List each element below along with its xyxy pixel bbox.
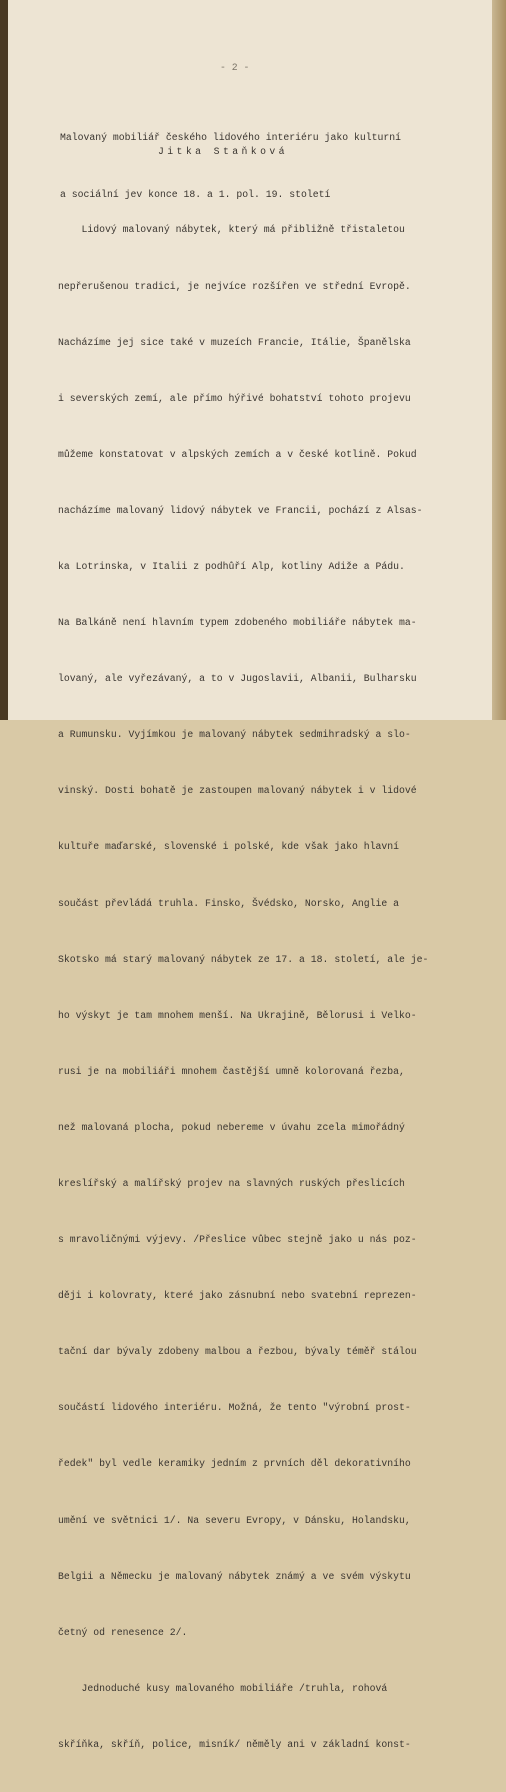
body-line: ději i kolovraty, které jako zásnubní nebo svatební reprezen- bbox=[58, 1290, 417, 1302]
title-line-2: a sociální jev konce 18. a 1. pol. 19. století bbox=[60, 188, 331, 200]
page-number: - 2 - bbox=[220, 62, 250, 73]
body-line: Nacházíme jej sice také v muzeích Francie, Itálie, Španělska bbox=[58, 336, 411, 348]
body-line: umění ve světnici 1/. Na severu Evropy, v Dánsku, Holandsku, bbox=[58, 1514, 411, 1526]
body-line: nepřerušenou tradici, je nejvíce rozšířen ve střední Evropě. bbox=[58, 280, 411, 292]
body-line: lovaný, ale vyřezávaný, a to v Jugoslavii, Albanii, Bulharsku bbox=[58, 673, 417, 685]
body-line: tační dar bývaly zdobeny malbou a řezbou, bývaly téměř stálou bbox=[58, 1346, 417, 1358]
body-line: Lidový malovaný nábytek, který má přibližně třistaletou bbox=[58, 224, 405, 236]
paper-sheet bbox=[8, 0, 492, 1750]
body-line: skříňka, skříň, police, misník/ něměly ani v základní konst- bbox=[58, 1738, 411, 1750]
body-line: součástí lidového interiéru. Možná, že tento "výrobní prost- bbox=[58, 1402, 411, 1414]
body-text bbox=[58, 184, 428, 1792]
title-line-1: Malovaný mobiliář českého lidového interiéru jako kulturní bbox=[60, 132, 401, 143]
body-line: vinský. Dosti bohatě je zastoupen malovaný nábytek i v lidové bbox=[58, 785, 417, 797]
body-line: Na Balkáně není hlavním typem zdobeného mobiliáře nábytek ma- bbox=[58, 617, 417, 629]
body-line: ho výskyt je tam mnohem menší. Na Ukrajině, Bělorusi i Velko- bbox=[58, 1009, 417, 1021]
body-line: můžeme konstatovat v alpských zemích a v české kotlině. Pokud bbox=[58, 448, 417, 460]
body-line: četný od renesence 2/. bbox=[58, 1626, 188, 1638]
body-line: kultuře maďarské, slovenské i polské, kde však jako hlavní bbox=[58, 841, 399, 853]
body-line: ředek" byl vedle keramiky jedním z prvních děl dekorativního bbox=[58, 1458, 411, 1470]
body-line: Belgii a Německu je malovaný nábytek známý a ve svém výskytu bbox=[58, 1570, 411, 1582]
body-line: nacházíme malovaný lidový nábytek ve Francii, pochází z Alsas- bbox=[58, 504, 423, 516]
body-line: s mravoličnými výjevy. /Přeslice vůbec stejně jako u nás poz- bbox=[58, 1234, 417, 1246]
body-line: ka Lotrinska, v Italii z podhůří Alp, kotliny Adiže a Pádu. bbox=[58, 560, 405, 572]
page-edge bbox=[492, 0, 506, 720]
binding-spine bbox=[0, 0, 8, 720]
body-line: rusi je na mobiliáři mnohem častější umně kolorovaná řezba, bbox=[58, 1065, 405, 1077]
body-line: než malovaná plocha, pokud nebereme v úvahu zcela mimořádný bbox=[58, 1121, 405, 1133]
body-line: Skotsko má starý malovaný nábytek ze 17. a 18. století, ale je- bbox=[58, 953, 429, 965]
body-line: i severských zemí, ale přímo hýřivé bohatství tohoto projevu bbox=[58, 392, 411, 404]
author-name: Jitka Staňková bbox=[158, 146, 288, 157]
body-line: Jednoduché kusy malovaného mobiliáře /truhla, rohová bbox=[58, 1682, 388, 1694]
body-line: a Rumunsku. Vyjímkou je malovaný nábytek sedmihradský a slo- bbox=[58, 729, 411, 741]
body-line: součást převládá truhla. Finsko, Švédsko, Norsko, Anglie a bbox=[58, 897, 399, 909]
body-line: kreslířský a malířský projev na slavných ruských přeslicích bbox=[58, 1178, 405, 1189]
